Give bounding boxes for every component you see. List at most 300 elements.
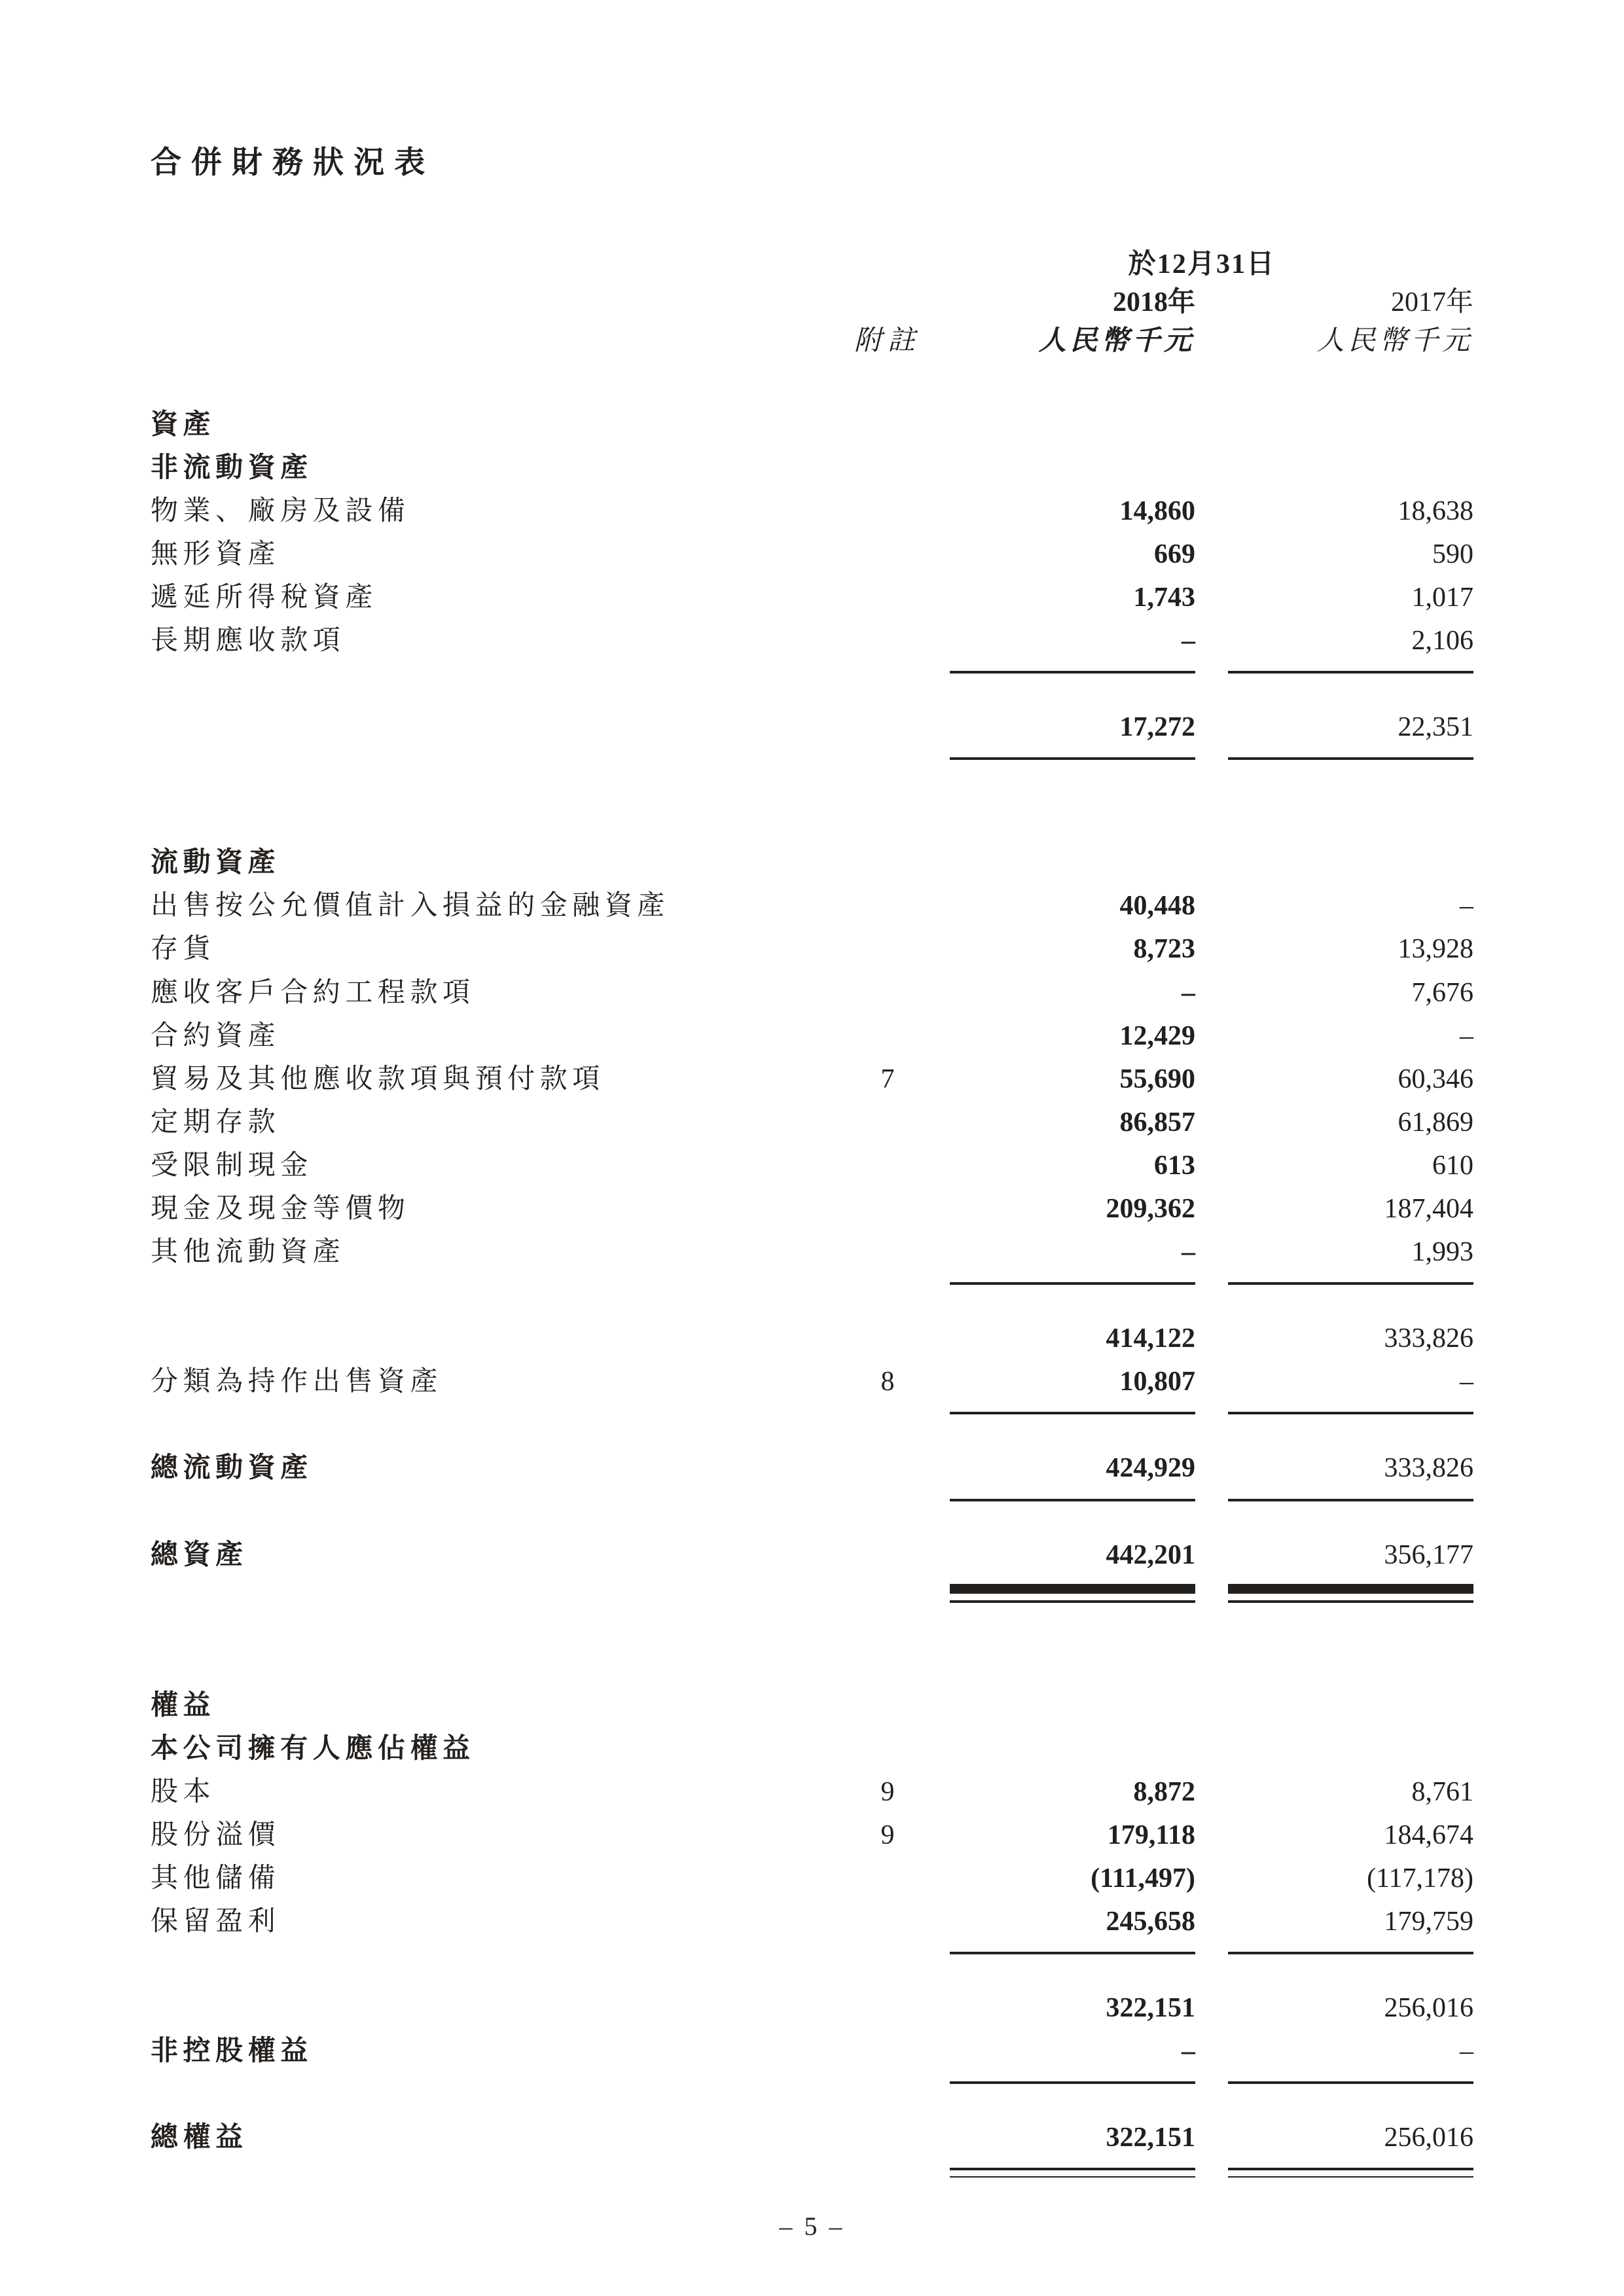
rule-double-thin bbox=[1228, 2168, 1473, 2178]
note-cell bbox=[845, 540, 930, 569]
row-label-text: 無形資產 bbox=[151, 539, 281, 569]
value-2018 bbox=[950, 1821, 1195, 1850]
row-label-text: 總資產 bbox=[151, 1539, 248, 1570]
note-cell bbox=[845, 713, 930, 742]
note-cell-text bbox=[884, 2123, 892, 2153]
value-2018-text: 322,151 bbox=[1106, 1993, 1195, 2024]
value-2018-text: 17,272 bbox=[1119, 712, 1195, 743]
row-label bbox=[151, 935, 845, 963]
value-2018-text: 12,429 bbox=[1119, 1020, 1195, 1051]
value-2017 bbox=[1228, 2123, 1473, 2178]
note-cell-text: 7 bbox=[880, 1064, 895, 1094]
row-label bbox=[151, 1108, 845, 1137]
value-2018-text: 322,151 bbox=[1106, 2123, 1195, 2153]
value-2017-text: 22,351 bbox=[1398, 712, 1473, 743]
table-row bbox=[151, 583, 1473, 612]
value-2018 bbox=[950, 1734, 1195, 1763]
table-row bbox=[151, 1907, 1473, 1954]
rule-single bbox=[950, 757, 1195, 760]
value-2017-text bbox=[1467, 848, 1474, 878]
value-2017 bbox=[1228, 848, 1473, 877]
row-label-text: 長期應收款項 bbox=[151, 626, 346, 656]
row-label bbox=[151, 713, 845, 742]
value-2017-text: 256,016 bbox=[1384, 1993, 1473, 2024]
row-label bbox=[151, 891, 845, 920]
value-2017 bbox=[1228, 713, 1473, 760]
page-number: – 5 – bbox=[779, 2212, 845, 2241]
value-2018 bbox=[950, 1324, 1195, 1353]
header-note-label: 附註 bbox=[854, 325, 922, 356]
note-cell-text: 9 bbox=[880, 1776, 895, 1807]
row-label bbox=[151, 583, 845, 612]
header-year-2017: 2017年 bbox=[1390, 287, 1473, 318]
value-2017-text: 179,759 bbox=[1384, 1907, 1473, 1937]
row-label-text: 物業、廠房及設備 bbox=[151, 495, 410, 526]
value-2018-text: – bbox=[1182, 626, 1195, 656]
value-2018-text bbox=[1189, 453, 1196, 483]
value-2017 bbox=[1228, 1994, 1473, 2022]
value-2018-text: 8,723 bbox=[1133, 934, 1195, 965]
table-row bbox=[151, 1454, 1473, 1501]
value-2017-text: 8,761 bbox=[1411, 1776, 1473, 1807]
table-row bbox=[151, 2123, 1473, 2178]
row-label-text: 定期存款 bbox=[151, 1107, 281, 1138]
row-label-text bbox=[151, 1993, 162, 2023]
value-2017-text: 333,826 bbox=[1384, 1453, 1473, 1484]
value-2017 bbox=[1228, 935, 1473, 963]
note-cell-text bbox=[884, 1021, 892, 1051]
row-label-text: 保留盈利 bbox=[151, 1907, 281, 1937]
value-2018 bbox=[950, 410, 1195, 439]
rule-double-thin bbox=[950, 2168, 1195, 2178]
table-row bbox=[151, 1541, 1473, 1603]
header-spacer bbox=[845, 288, 930, 317]
row-label-text: 應收客戶合約工程款項 bbox=[151, 977, 475, 1008]
note-cell bbox=[845, 2123, 930, 2152]
value-2017 bbox=[1228, 1454, 1473, 1501]
value-2018-text: 14,860 bbox=[1119, 495, 1195, 526]
value-2017 bbox=[1228, 1734, 1473, 1763]
note-cell bbox=[845, 1994, 930, 2022]
note-cell bbox=[845, 891, 930, 920]
row-label bbox=[151, 2123, 845, 2152]
note-cell bbox=[845, 1821, 930, 1850]
row-label-text: 本公司擁有人應佔權益 bbox=[151, 1733, 475, 1764]
row-label bbox=[151, 1194, 845, 1223]
note-cell-text bbox=[884, 978, 892, 1008]
row-label-text: 權益 bbox=[151, 1690, 216, 1721]
table-row bbox=[151, 978, 1473, 1007]
note-cell-text bbox=[884, 934, 892, 964]
header-spacer bbox=[151, 327, 845, 355]
note-cell-text bbox=[884, 626, 892, 656]
note-cell-text bbox=[884, 1863, 892, 1893]
rule-single bbox=[1228, 1282, 1473, 1285]
value-2018 bbox=[950, 935, 1195, 963]
note-cell-text bbox=[884, 1323, 892, 1354]
row-label bbox=[151, 497, 845, 526]
rule-single bbox=[1228, 2081, 1473, 2084]
value-2017-text: (117,178) bbox=[1367, 1863, 1473, 1893]
value-2018-text: (111,497) bbox=[1091, 1863, 1195, 1893]
note-cell-text bbox=[884, 1734, 892, 1764]
table-row bbox=[151, 2037, 1473, 2084]
rule-single bbox=[1228, 1952, 1473, 1954]
header-as-at-date: 於12月31日 bbox=[1128, 249, 1276, 280]
row-label bbox=[151, 1541, 845, 1570]
value-2018-text: 86,857 bbox=[1119, 1107, 1195, 1138]
row-label-text bbox=[151, 1323, 162, 1354]
row-label bbox=[151, 848, 845, 877]
value-2018 bbox=[950, 1691, 1195, 1720]
value-2018 bbox=[950, 1778, 1195, 1806]
header-spacer bbox=[151, 250, 845, 279]
value-2017 bbox=[1228, 891, 1473, 920]
row-label bbox=[151, 1454, 845, 1482]
value-2017-text bbox=[1467, 1734, 1474, 1764]
note-cell-text bbox=[884, 539, 892, 569]
row-label-text: 存貨 bbox=[151, 934, 216, 965]
header-unit-row bbox=[151, 327, 1473, 355]
row-label-text: 總流動資產 bbox=[151, 1453, 313, 1484]
value-2017-text bbox=[1467, 453, 1474, 483]
value-2018-text: 209,362 bbox=[1106, 1194, 1195, 1225]
value-2017-text: 333,826 bbox=[1384, 1323, 1473, 1354]
value-2017-text: 18,638 bbox=[1398, 495, 1473, 526]
row-label bbox=[151, 1864, 845, 1893]
value-2017 bbox=[1228, 583, 1473, 612]
value-2018-text: – bbox=[1182, 1237, 1195, 1268]
value-2017 bbox=[1228, 497, 1473, 526]
value-2017-text: 60,346 bbox=[1398, 1064, 1473, 1094]
value-2018-text: 179,118 bbox=[1107, 1820, 1195, 1850]
note-cell-text bbox=[884, 2036, 892, 2066]
note-cell-text bbox=[884, 1540, 892, 1570]
row-label-text: 其他流動資產 bbox=[151, 1237, 346, 1268]
value-2018 bbox=[950, 1238, 1195, 1285]
value-2017 bbox=[1228, 1022, 1473, 1050]
value-2018 bbox=[950, 1151, 1195, 1180]
value-2018 bbox=[950, 1907, 1195, 1954]
table-row bbox=[151, 1108, 1473, 1137]
row-label bbox=[151, 410, 845, 439]
value-2018 bbox=[950, 848, 1195, 877]
note-cell bbox=[845, 1691, 930, 1720]
value-2017-text: 187,404 bbox=[1384, 1194, 1473, 1225]
value-2018-text: 424,929 bbox=[1106, 1453, 1195, 1484]
row-label-text: 現金及現金等價物 bbox=[151, 1194, 410, 1225]
value-2018-text: – bbox=[1182, 2036, 1195, 2067]
row-label-text: 非控股權益 bbox=[151, 2036, 313, 2067]
rule-single bbox=[950, 1499, 1195, 1501]
value-2017-text: 356,177 bbox=[1384, 1539, 1473, 1570]
note-cell bbox=[845, 848, 930, 877]
rule-single bbox=[950, 671, 1195, 673]
rule-single bbox=[950, 1412, 1195, 1414]
note-cell-text bbox=[884, 1993, 892, 2023]
table-row bbox=[151, 497, 1473, 526]
header-unit-2017: 人民幣千元 bbox=[1316, 325, 1473, 356]
note-cell-text bbox=[884, 453, 892, 483]
table-row bbox=[151, 848, 1473, 877]
note-cell-text bbox=[884, 583, 892, 613]
note-cell bbox=[845, 1541, 930, 1570]
table-row bbox=[151, 1238, 1473, 1285]
row-label-text: 流動資產 bbox=[151, 848, 281, 878]
note-cell-text bbox=[884, 1237, 892, 1267]
value-2017-text: 2,106 bbox=[1411, 626, 1473, 656]
value-2017 bbox=[1228, 1907, 1473, 1954]
note-cell bbox=[845, 1324, 930, 1353]
note-cell-text bbox=[884, 712, 892, 742]
row-label bbox=[151, 1065, 845, 1094]
note-cell-text bbox=[884, 1107, 892, 1138]
note-cell bbox=[845, 1238, 930, 1266]
row-label bbox=[151, 978, 845, 1007]
value-2017 bbox=[1228, 1367, 1473, 1414]
value-2018 bbox=[950, 2037, 1195, 2084]
value-2017 bbox=[1228, 2037, 1473, 2084]
note-cell-text bbox=[884, 1691, 892, 1721]
value-2018 bbox=[950, 497, 1195, 526]
note-cell bbox=[845, 1367, 930, 1396]
table-row bbox=[151, 1778, 1473, 1806]
note-cell-text bbox=[884, 1151, 892, 1181]
value-2018-text bbox=[1189, 410, 1196, 440]
value-2018 bbox=[950, 1108, 1195, 1137]
value-2018 bbox=[950, 1994, 1195, 2022]
note-cell-text bbox=[884, 1453, 892, 1483]
rule-single bbox=[950, 2081, 1195, 2084]
row-label-text: 其他儲備 bbox=[151, 1863, 281, 1893]
row-label bbox=[151, 1238, 845, 1266]
note-cell bbox=[845, 454, 930, 482]
row-label bbox=[151, 1778, 845, 1806]
value-2017 bbox=[1228, 1194, 1473, 1223]
row-label-text: 貿易及其他應收款項與預付款項 bbox=[151, 1064, 605, 1094]
value-2017-text: – bbox=[1460, 1367, 1473, 1397]
value-2018-text: 442,201 bbox=[1106, 1539, 1195, 1570]
value-2018-text: 55,690 bbox=[1119, 1064, 1195, 1094]
value-2017-text bbox=[1467, 410, 1474, 440]
note-cell bbox=[845, 2037, 930, 2066]
row-label-text: 非流動資產 bbox=[151, 452, 313, 483]
header-year-row bbox=[151, 288, 1473, 317]
value-2018 bbox=[950, 713, 1195, 760]
row-label bbox=[151, 1691, 845, 1720]
value-2018 bbox=[950, 891, 1195, 920]
value-2018-text bbox=[1189, 1691, 1196, 1721]
note-cell bbox=[845, 1864, 930, 1893]
table-row-subtotal bbox=[151, 1324, 1473, 1353]
header-unit-2018: 人民幣千元 bbox=[1038, 325, 1195, 356]
row-label-text: 遞延所得稅資產 bbox=[151, 583, 378, 613]
table-row bbox=[151, 1151, 1473, 1180]
table-row bbox=[151, 540, 1473, 569]
rule-double-thick bbox=[950, 1584, 1195, 1603]
rule-double-thick bbox=[1228, 1584, 1473, 1603]
header-spacer bbox=[845, 250, 930, 279]
value-2018-text: 245,658 bbox=[1106, 1907, 1195, 1937]
value-2018-text: 669 bbox=[1154, 539, 1195, 569]
value-2018 bbox=[950, 583, 1195, 612]
value-2018 bbox=[950, 1864, 1195, 1893]
value-2017 bbox=[1228, 1778, 1473, 1806]
row-label-text: 分類為持作出售資產 bbox=[151, 1367, 443, 1397]
value-2017 bbox=[1228, 454, 1473, 482]
value-2017-text: – bbox=[1460, 1020, 1473, 1051]
value-2017 bbox=[1228, 1065, 1473, 1094]
value-2018-text: 8,872 bbox=[1133, 1776, 1195, 1807]
note-cell bbox=[845, 1065, 930, 1094]
row-label bbox=[151, 626, 845, 655]
row-label bbox=[151, 2037, 845, 2066]
value-2017 bbox=[1228, 1238, 1473, 1285]
table-row bbox=[151, 1194, 1473, 1223]
row-label-text: 股本 bbox=[151, 1776, 216, 1807]
statement-rows bbox=[151, 410, 1473, 2178]
table-row bbox=[151, 1821, 1473, 1850]
row-label bbox=[151, 1367, 845, 1396]
rule-single bbox=[1228, 1412, 1473, 1414]
note-cell-text bbox=[884, 891, 892, 921]
value-2017 bbox=[1228, 1691, 1473, 1720]
note-cell bbox=[845, 1108, 930, 1137]
value-2017 bbox=[1228, 1324, 1473, 1353]
table-row bbox=[151, 1691, 1473, 1720]
header-year-2018: 2018年 bbox=[1112, 287, 1195, 318]
value-2018 bbox=[950, 454, 1195, 482]
note-cell bbox=[845, 1734, 930, 1763]
value-2017 bbox=[1228, 626, 1473, 673]
value-2018 bbox=[950, 540, 1195, 569]
note-cell bbox=[845, 935, 930, 963]
value-2018 bbox=[950, 1194, 1195, 1223]
value-2017-text: 1,017 bbox=[1411, 583, 1473, 613]
row-label-text: 受限制現金 bbox=[151, 1150, 313, 1181]
row-label bbox=[151, 1821, 845, 1850]
row-label-text: 總權益 bbox=[151, 2123, 248, 2153]
value-2017-text: 184,674 bbox=[1384, 1820, 1473, 1850]
rule-single bbox=[1228, 671, 1473, 673]
rule-single bbox=[950, 1282, 1195, 1285]
row-label-text: 資產 bbox=[151, 409, 216, 440]
row-label-text: 出售按公允價值計入損益的金融資產 bbox=[151, 891, 670, 922]
rule-single bbox=[1228, 757, 1473, 760]
value-2017-text: 256,016 bbox=[1384, 2123, 1473, 2153]
note-cell-text: 9 bbox=[880, 1820, 895, 1850]
row-label bbox=[151, 454, 845, 482]
page-title: 合併財務狀況表 bbox=[151, 146, 435, 180]
value-2017-text: 610 bbox=[1432, 1150, 1473, 1181]
table-row bbox=[151, 935, 1473, 963]
note-cell bbox=[845, 1907, 930, 1936]
row-label bbox=[151, 1907, 845, 1936]
value-2017 bbox=[1228, 1821, 1473, 1850]
value-2017 bbox=[1228, 978, 1473, 1007]
value-2018-text: 414,122 bbox=[1106, 1323, 1195, 1354]
value-2017 bbox=[1228, 1151, 1473, 1180]
note-cell-text bbox=[884, 1194, 892, 1224]
table-row bbox=[151, 1367, 1473, 1414]
note-cell-text bbox=[884, 1907, 892, 1937]
row-label-text bbox=[151, 712, 162, 742]
row-label bbox=[151, 540, 845, 569]
note-cell-text bbox=[884, 410, 892, 440]
note-cell bbox=[845, 1194, 930, 1223]
value-2017-text: 13,928 bbox=[1398, 934, 1473, 965]
value-2017-text: 1,993 bbox=[1411, 1237, 1473, 1268]
row-label bbox=[151, 1022, 845, 1050]
table-row bbox=[151, 1022, 1473, 1050]
table-row bbox=[151, 626, 1473, 673]
value-2018 bbox=[950, 1065, 1195, 1094]
note-cell bbox=[845, 583, 930, 612]
value-2018-text: – bbox=[1182, 977, 1195, 1008]
note-cell bbox=[845, 626, 930, 655]
value-2017 bbox=[1228, 1541, 1473, 1603]
table-row bbox=[151, 1065, 1473, 1094]
rule-single bbox=[950, 1952, 1195, 1954]
table-row-subtotal bbox=[151, 1994, 1473, 2022]
note-cell bbox=[845, 978, 930, 1007]
value-2018-text: 1,743 bbox=[1133, 583, 1195, 613]
row-label bbox=[151, 1324, 845, 1353]
value-2017-text: 61,869 bbox=[1398, 1107, 1473, 1138]
note-cell bbox=[845, 1022, 930, 1050]
table-row bbox=[151, 891, 1473, 920]
table-row-subtotal bbox=[151, 713, 1473, 760]
row-label bbox=[151, 1151, 845, 1180]
value-2018 bbox=[950, 1367, 1195, 1414]
row-label bbox=[151, 1734, 845, 1763]
note-cell-text: 8 bbox=[880, 1367, 895, 1397]
row-label-text: 合約資產 bbox=[151, 1020, 281, 1051]
value-2018 bbox=[950, 978, 1195, 1007]
value-2018-text: 40,448 bbox=[1119, 891, 1195, 922]
value-2017 bbox=[1228, 1108, 1473, 1137]
note-cell bbox=[845, 497, 930, 526]
header-spacer bbox=[151, 288, 845, 317]
value-2017 bbox=[1228, 410, 1473, 439]
value-2018-text bbox=[1189, 1734, 1196, 1764]
value-2017-text bbox=[1467, 1691, 1474, 1721]
table-row bbox=[151, 1734, 1473, 1763]
value-2017 bbox=[1228, 540, 1473, 569]
table-row bbox=[151, 410, 1473, 439]
header-date-row bbox=[151, 250, 1473, 279]
rule-single bbox=[1228, 1499, 1473, 1501]
note-cell bbox=[845, 410, 930, 439]
note-cell-text bbox=[884, 848, 892, 878]
value-2017-text: – bbox=[1460, 891, 1473, 922]
note-cell bbox=[845, 1454, 930, 1482]
note-cell bbox=[845, 1151, 930, 1180]
table-row bbox=[151, 454, 1473, 482]
row-label bbox=[151, 1994, 845, 2022]
value-2017 bbox=[1228, 1864, 1473, 1893]
note-cell bbox=[845, 1778, 930, 1806]
value-2018 bbox=[950, 1541, 1195, 1603]
value-2018 bbox=[950, 626, 1195, 673]
value-2018 bbox=[950, 2123, 1195, 2178]
table-row bbox=[151, 1864, 1473, 1893]
row-label-text: 股份溢價 bbox=[151, 1820, 281, 1850]
value-2017-text: 7,676 bbox=[1411, 977, 1473, 1008]
note-cell-text bbox=[884, 496, 892, 526]
value-2017-text: – bbox=[1460, 2036, 1473, 2067]
value-2018-text bbox=[1189, 848, 1196, 878]
